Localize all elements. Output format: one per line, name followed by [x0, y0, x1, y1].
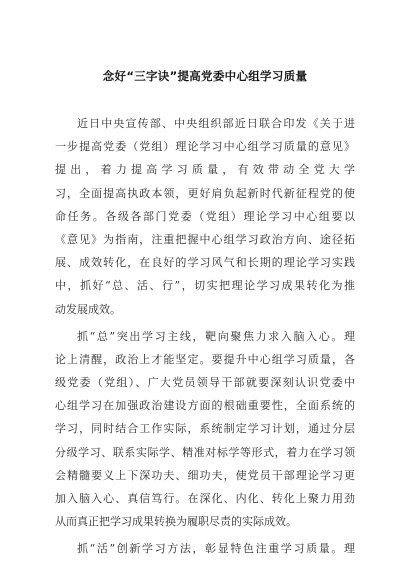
paragraph-line: 习，全面提高执政本领，更好肩负起新时代新征程党的使 [55, 186, 355, 200]
paragraph-line: 抓“活”创新学习方法，彰显特色注重学习质量。理 [77, 542, 355, 556]
paragraph-line: 分级学习、联系实际学、精准对标学等形式，着力在学习领 [55, 445, 355, 459]
paragraph-line: 展、成效转化，在良好的学习风气和长期的理论学习实践 [55, 256, 355, 270]
paragraph-line: 论上清醒，政治上才能坚定。要提升中心组学习质量，各 [55, 352, 355, 366]
paragraph-line: 动发展成效。 [55, 302, 121, 316]
paragraph-line: 从而真正把学习成果转换为履职尽责的实际成效。 [55, 515, 297, 529]
paragraph-line: 命任务。各级各部门党委（党组）理论学习中心组要以 [55, 209, 355, 223]
paragraph-line: 抓“总”突出学习主线，靶向聚焦力求入脑入心。理 [77, 329, 355, 343]
paragraph-line: 近日中央宣传部、中央组织部近日联合印发《关于进 [77, 117, 355, 130]
paragraph-line: 加入脑入心、真信笃行。在深化、内化、转化上聚力用劲 [55, 492, 355, 505]
paragraph-line: 中，抓好“总、活、行”，切实把理论学习成果转化为推 [55, 279, 355, 293]
paragraph-line: 《意见》为指南，注重把握中心组学习政治方向、途径拓 [55, 232, 355, 246]
paragraph-line: 提出，着力提高学习质量，有效带动全党大学 [55, 163, 355, 177]
paragraph-line: 一步提高党委（党组）理论学习中心组学习质量的意见》 [55, 140, 355, 154]
paragraph-line: 学习，同时结合工作实际，系统制定学习计划，通过分层 [55, 422, 355, 436]
document-body [55, 112, 355, 561]
document-title: 念好“三字诀”提高党委中心组学习质量 [102, 69, 308, 83]
paragraph-line: 心组学习在加强政治建设方面的根础重要性，全面系统的 [55, 399, 355, 413]
paragraph-line: 会精髓要义上下深功夫、细功夫，使党员干部理论学习更 [55, 468, 355, 482]
paragraph-line: 级党委（党组）、广大党员领导干部就要深刻认识党委中 [55, 376, 355, 390]
